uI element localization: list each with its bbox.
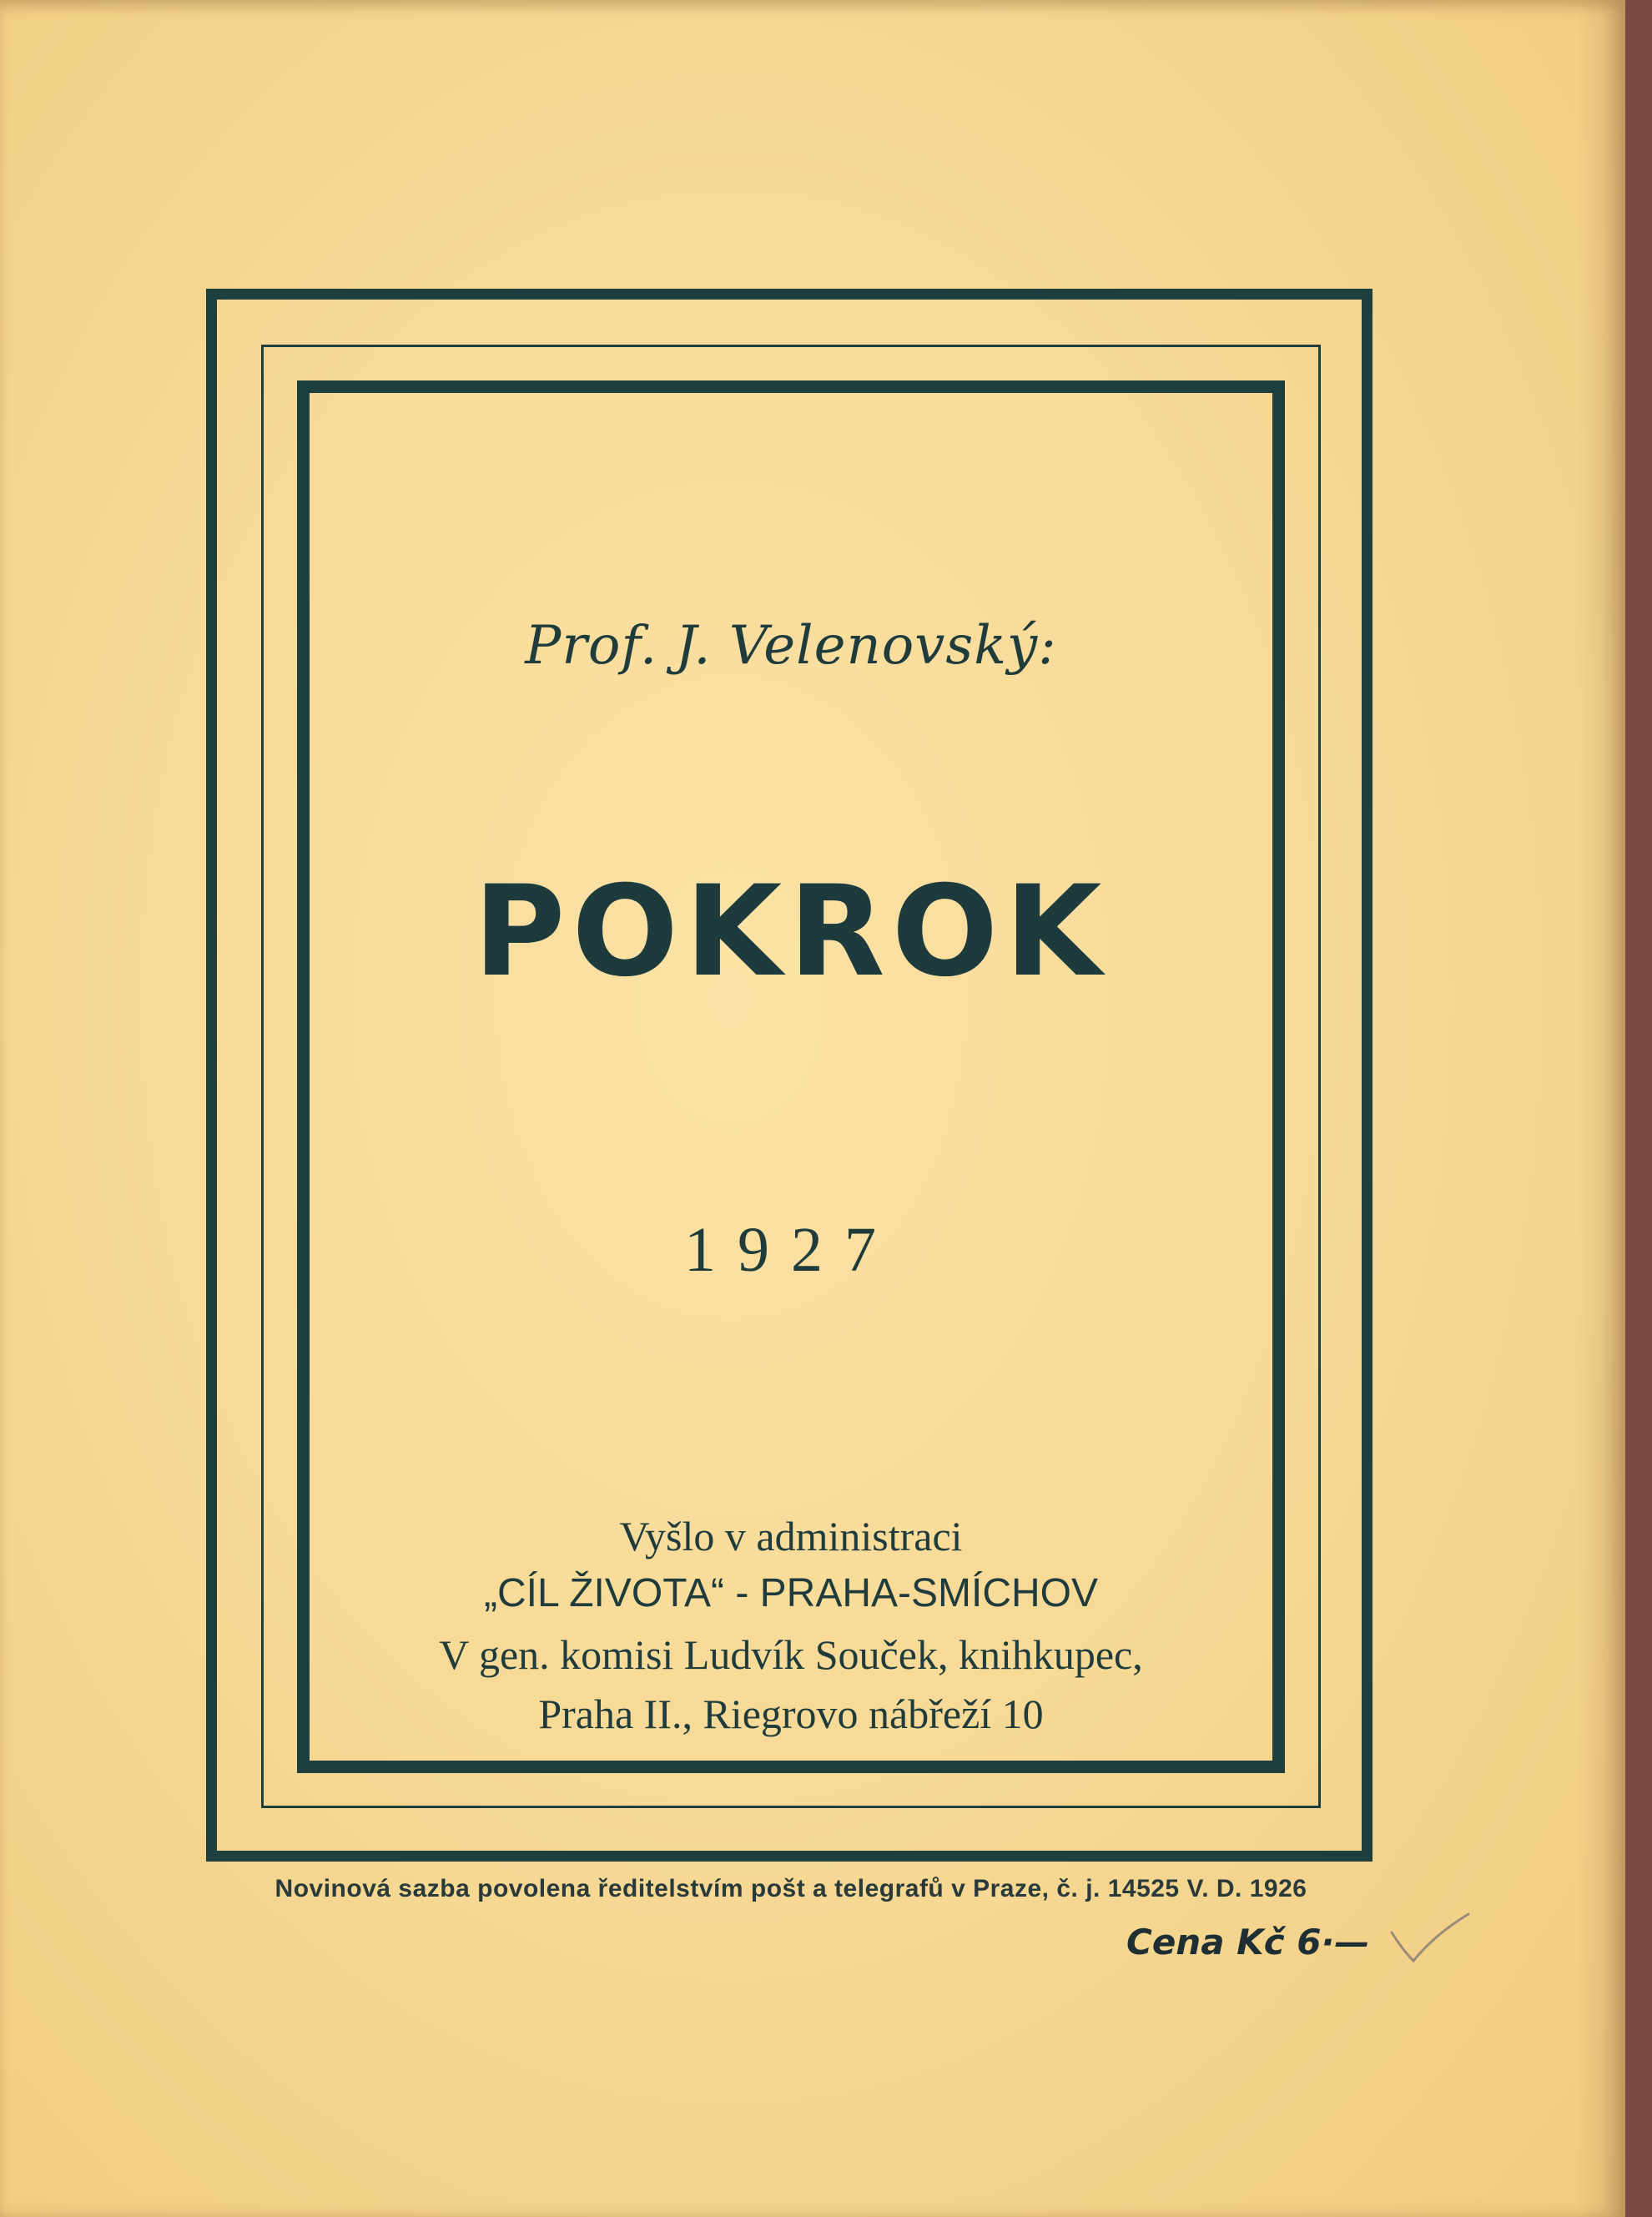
publisher-line-4: Praha II., Riegrovo nábřeží 10	[538, 1690, 1044, 1737]
publisher-line-2: „CÍL ŽIVOTA“ - PRAHA-SMÍCHOV	[483, 1571, 1099, 1615]
inner-frame	[297, 380, 1285, 1773]
book-title: POKROK	[473, 859, 1109, 1005]
price-label: Cena Kč 6·—	[1126, 1922, 1370, 1963]
postal-permit-note: Novinová sazba povolena ředitelstvím pošt a telegrafů v Praze, č. j. 14525 V. D. 1926	[274, 1875, 1307, 1902]
publication-year: 1927	[684, 1215, 898, 1285]
pencil-check-mark-icon	[1385, 1909, 1477, 1968]
publisher-line-1: Vyšlo v administraci	[619, 1513, 963, 1559]
publisher-line-3: V gen. komisi Ludvík Souček, knihkupec,	[439, 1631, 1143, 1678]
cover-edge-shadow	[1577, 0, 1625, 2217]
author-line: Prof. J. Velenovský:	[525, 615, 1057, 677]
